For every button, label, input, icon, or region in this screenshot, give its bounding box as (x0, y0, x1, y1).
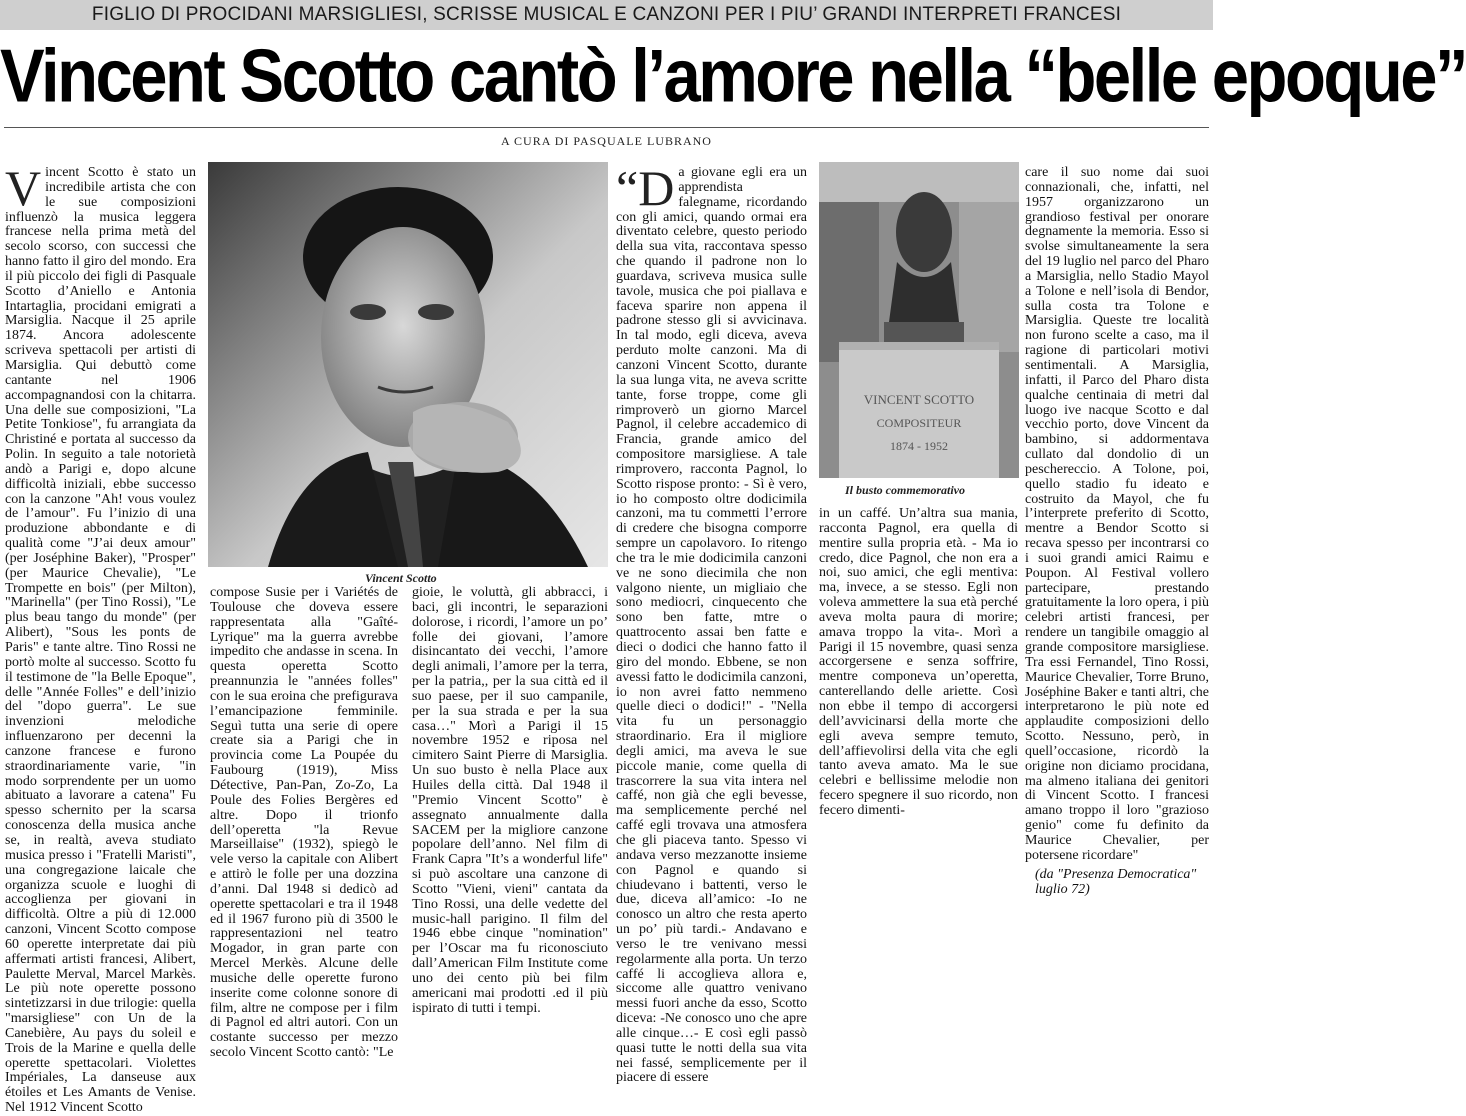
bust-photo (819, 162, 1019, 478)
article-column-3 (412, 585, 608, 1016)
article-column-1 (5, 160, 196, 1116)
column-4-text: a giovane egli era un apprendista falegname, ricordando con gli amici, quando ormai era diventato celebre, questo periodo della sua vita, raccontava spesso che quando il padrone non lo guardava, scriveva musica sulle tavole, musica che poi piallava e faceva sparire non appena il padrone stesso gli si avvicinava. In tal modo, egli diceva, aveva perduto molte canzoni. Ma di canzoni Vincent Scotto, durante la sua lunga vita, ne aveva scritte tante, forse troppe, come gli rimproverò un giorno Marcel Pagnol, il celebre accademico di Francia, grande amico del compositore marsigliese. A tale rimprovero, racconta Pagnol, lo Scotto rispose pronto: - Sì è vero, io ho composto oltre dodicimila canzoni, ma tu commetti l’errore di credere che bisogna comporre sempre un capolavoro. Io ritengo che tra le mie dodicimila canzoni ve ne sono diecimila che non valgono niente, un migliaio che sono mediocri, cinquecento che sono ben fatte, mtre o quattrocento assai ben fatte e dieci o dodici che hanno fatto il giro del mondo. Ebbene, se non avessi fatto le dodicimila canzoni, io non avrei fatto nemmeno quelle dieci o dodici!" - "Nella vita fu un personaggio straordinario. Era il migliore degli amici, ma aveva le sue piccole manie, come quella di trascorrere la sua vita intera nel caffé, non già che egli bevesse, ma semplicemente perché nel caffé egli trovava una atmosfera che gli piaceva tanto. Spesso vi andava verso mezzanotte insieme con Pagnol e quando si chiudevano i battenti, verso le due, diceva all’amico: -Io ne conosco un altro che resta aperto un po’ più tardi.- Andavano e verso le tre venivano messi regolarmente alla porta. Un terzo caffé li accoglieva allora e, siccome alle quattro venivano messi fuori anche da esso, Scotto diceva: -Ne conosco uno che apre alle cinque…- E così egli passò quasi tutte le notti della sua vita nei fassé, semplicemente per il piacere di essere (616, 165, 807, 1086)
column-3-text: gioie, le voluttà, gli abbracci, i baci, gli incontri, le separazioni dolorose, i ricordi, l’amore un po’ folle dei giovani, l’amore disincantato dei vecchi, l’amore degli animali, l’amore per la terra, per la patria,, per la sua città ed il suo paese, per il suo campanile, per la sua strada e per la sua casa…" Morì a Parigi il 15 novembre 1952 e riposa nel cimitero Saint Pierre di Marsiglia. Un suo busto è nella Place aux Huiles della città. Dal 1948 il "Premio Vincent Scotto" è assegnato annualmente dalla SACEM per la migliore canzone popolare dell’anno. Nel film di Frank Capra "It’s a wonderful life" si può ascoltare una canzone di Scotto "Vieni, vieni" cantata da Tino Rossi, una delle vedette del music-hall parigino. Il film del 1946 ebbe cinque "nomination" per l’Oscar ma fu riconosciuto dall’American Film Institute come uno dei cento più bei film americani mai prodotti .ed il più ispirato di tutti i tempi. (412, 585, 608, 1016)
source-note: (da "Presenza Democratica" luglio 72) (1035, 866, 1197, 897)
article-column-5 (819, 507, 1018, 981)
column-5-text: in un caffé. Un’altra sua mania, racconta Pagnol, era quella di mentire sulla propria età. - Ma io credo, dice Pagnol, che non era a noi, suo amici, che egli mentiva: ma, invece, a se stesso. Egli non voleva ammettere la sua età perché aveva molta paura di morire; amava troppo la vita-. Morì a Parigi il 15 novembre, quasi senza accorgersene e senza soffrire, mentre componeva un’operetta, canterellando delle ariette. Così non ebbe il tempo di accorgersi dell’avvicinarsi della morte che egli aveva sempre temuto, dell’affievolirsi della vita che egli tanto aveva amato. Ma le sue celebri e bellissime melodie non fecero spegnere il suo ricordo, non fecero dimenti- (819, 506, 1018, 818)
column-1-text: incent Scotto è stato un incredibile artista che con le sue composizioni influenzò la musica leggera francese nella prima metà del secolo scorso, con successi che hanno fatto il giro del mondo. Era il più piccolo dei figli di Pasquale Scotto d’Aniello e Antonia Intartaglia, procidani emigrati a Marsiglia. Nacque il 25 aprile 1874. Ancora adolescente scriveva spettacoli per artisti di Marsiglia. Qui debuttò come cantante nel 1906 accompagnandosi con la chitarra. Una delle sue composizioni, "La Petite Tonkiose", fu arrangiata da Christiné e portata al successo da Polin. In seguito a tale notorietà andò a Parigi e, dopo alcune difficoltà iniziali, ebbe successo con la canzone "Ah! vous voulez de l’amour". Fu l’inizio di una produzione abbondante e di qualità come "J’ai deux amour" (per Joséphine Baker), "Prosper" (per Maurice Chevalie), "Le Trompette en bois" (per Milton), "Marinella" (per Tino Rossi), "Le plus beau tango du monde" (per Alibert), "Sous les ponts de Paris" e tante altre. Tino Rossi ne portò molte al successo. Scotto fu il testimone de "la Belle Epoque", delle "Année Folles" e dell’inizio del "dopo guerra". Le sue invenzioni melodiche influenzarono per decenni la canzone francese e furono straordinariamente varie, "in modo sorprendente per un uomo abituato a lavorare a catena" Fu spesso schernito per la scarsa conoscenza della musica anche se, in realtà, aveva studiato musica presso i "Fratelli Maristi", una congregazione laicale che organizza scuole e luoghi di accoglienza per giovani in difficoltà. Oltre a più di 12.000 canzoni, Vincent Scotto compose 60 operette interpretate dai più affermati artisti francesi, Alibert, Paulette Merval, Marcel Markès. Le più note operette possono sintetizzarsi in due trilogie: quella "marsigliese" con Un de la Canebière, Au pays du soleil e Trois de la Marine e quella delle operette spettacolari. Violettes Impériales, La danseuse aux étoiles et Les Amants de Venise. Nel 1912 Vincent Scotto (5, 165, 196, 1116)
column-6-text: care il suo nome dai suoi connazionali, che, infatti, nel 1957 organizzarono un grandioso festival per onorare degnamente la memoria. Esso si svolse simultaneamente la sera del 19 luglio nel parco del Pharo a Marsiglia, nello Stadio Mayol a Tolone e nell’isola di Bendor, sulla costa tra Tolone e Marsiglia. Queste tre località non furono scelte a caso, ma il ragione di particolari motivi sentimentali. A Marsiglia, infatti, il Parco del Pharo dista qualche centinaia di metri dal luogo ive nacque Scotto e dal vecchio porto, dove Vincent da bambino, si addormentava cullato dal dondolio di un peschereccio. A Tolone, poi, quello stadio fu ideato e costruito da Mayol, che fu l’interprete preferito di Scotto, mentre a Bendor Scotto si recava spesso per incontrarsi co i suoi grandi amici Raimu e Poupon. Al Festival vollero partecipare, prestando gratuitamente la loro opera, i più celebri artisti francesi, per rendere un tangibile omaggio al grande compositore marsigliese. Tra essi Fernandel, Tino Rossi, Maurice Chevalier, Torre Bruno, Joséphine Baker e tanti altri, che interpretarono le più note ed applaudite composizioni dello Scotto. Nessuno, però, in quell’occasione, ricordò la origine non diciamo procidana, ma almeno italiana dei genitori di Vincent Scotto. I francesi amano troppo il loro "grazioso genio" come fu definito da Maurice Chevalier, per potersene ricordare" (1025, 165, 1209, 863)
photo-caption: Vincent Scotto (365, 571, 437, 585)
article-column-2 (210, 585, 398, 1061)
headline: Vincent Scotto cantò l’amore nella “belle epoque” (0, 34, 1466, 119)
column-2-text: compose Susie per i Variétés de Toulouse che doveva essere rappresentata alla "Gaîté-Lyrique" ma la guerra avrebbe impedito che andasse in scena. In questa operetta Scotto preannunzia le "années folles" con le sua eroina che prefigurava l’emancipazione femminile. Seguì tutta una serie di opere create sia a Parigi che in provincia come La Poupée du Faubourg (1919), Miss Détective, Pan-Pan, Zo-Zo, La Poule des Folies Bergères ed altre. Dopo il trionfo dell’operetta "la Revue Marseillaise" (1932), spiegò le vele verso la capitale con Alibert e attirò le folle per una dozzina d’anni. Dal 1948 si dedicò ad operette spettacolari e tra il 1948 ed il 1967 furono più di 3500 le rappresentazioni nel teatro Mogador, in gran parte con Mercel Merkès. Alcune delle musiche delle operette furono inserite come colonne sonore di film, altre ne compose per i film di Pagnol ed altri autori. Con un costante successo per mezzo secolo Vincent Scotto cantò: "Le (210, 585, 398, 1061)
byline: A CURA DI PASQUALE LUBRANO (501, 134, 712, 148)
article-column-4 (616, 160, 807, 1086)
top-rule (4, 127, 1209, 128)
plaque-name: VINCENT SCOTTO (863, 392, 975, 407)
kicker-banner: FIGLIO DI PROCIDANI MARSIGLIESI, SCRISSE MUSICAL E CANZONI PER I PIU’ GRANDI INTERPRETI FRANCESI (0, 0, 1213, 30)
portrait-image (208, 162, 608, 567)
plaque-title: COMPOSITEUR (876, 416, 962, 430)
plaque-dates: 1874 - 1952 (890, 439, 948, 453)
portrait-photo (208, 162, 608, 567)
drop-cap-quote: “D (616, 160, 675, 216)
drop-cap: V (5, 160, 42, 216)
bust-plaque (839, 392, 999, 454)
article-column-6 (1025, 166, 1209, 981)
bust-caption: Il busto commemorativo (845, 483, 965, 497)
